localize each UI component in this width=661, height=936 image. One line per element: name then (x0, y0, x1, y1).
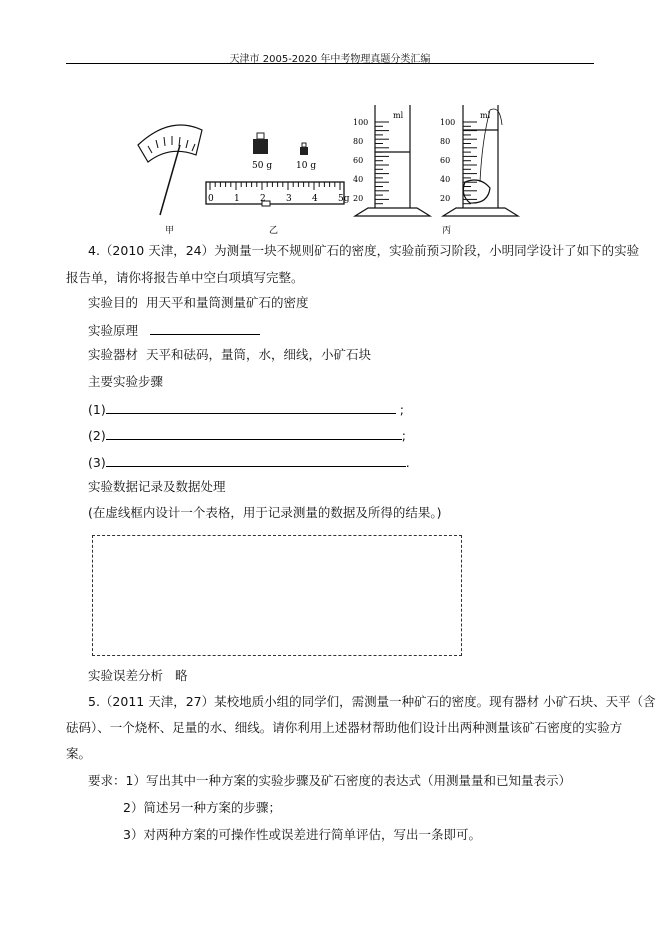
cylinder-tick-label: 60 (353, 156, 364, 165)
q4-materials (88, 347, 371, 363)
req-label: 要求： (88, 773, 126, 788)
unit-left: ml (393, 111, 404, 120)
pointer-needle (160, 145, 180, 215)
scale-tick-label: 2 (260, 194, 266, 204)
cylinder-tick-label: 20 (353, 194, 364, 203)
scale-tick-label: 0 (208, 194, 214, 204)
cylinder-tick-label: 100 (353, 118, 369, 127)
q5-req-2: 2）简述另一种方案的步骤； (123, 800, 281, 815)
weight-10g-label: 10 g (296, 161, 317, 171)
step-end: ; (401, 428, 406, 443)
weight-50g (253, 133, 268, 154)
q5-line2: 砝码）、一个烧杯、足量的水、细线。请你利用上述器材帮助他们设计出两种测量该矿石密度的实验方 (66, 720, 623, 735)
q5-line1: 5.（2011 天津，27）某校地质小组的同学们，需测量一种矿石的密度。现有器材 小矿石块、天平（含 (88, 694, 656, 709)
weight-50g-label: 50 g (252, 161, 273, 171)
purpose-text: 用天平和量筒测量矿石的密度 (145, 295, 309, 310)
q4-purpose (88, 295, 308, 311)
q4-steps-label: 主要实验步骤 (88, 374, 164, 389)
q5-req-1 (88, 773, 571, 789)
q4-principle (88, 322, 260, 339)
step-3 (88, 454, 410, 471)
step-number: (3) (88, 455, 106, 470)
scale-tick-label: 4 (312, 194, 318, 204)
cylinder-tick-label: 80 (440, 137, 451, 146)
principle-label: 实验原理 (88, 323, 139, 338)
step-1 (88, 401, 404, 418)
q4-data-hint: (在虚线框内设计一个表格，用于记录测量的数据及所得的结果。) (88, 505, 442, 520)
q5-line3: 案。 (66, 746, 92, 761)
q4-error (88, 668, 187, 684)
page-header: 天津市 2005-2020 年中考物理真题分类汇编 (229, 54, 431, 65)
q5-req-3: 3）对两种方案的可操作性或误差进行简单评估，写出一条即可。 (123, 827, 481, 842)
label-bing: 丙 (442, 226, 452, 235)
step-number: (1) (88, 402, 106, 417)
balance-dial (138, 125, 202, 215)
label-yi: 乙 (269, 226, 279, 235)
cylinder-tick-label: 40 (353, 175, 364, 184)
cylinder-tick-label: 80 (353, 137, 364, 146)
step-2 (88, 427, 406, 444)
cylinder-tick-label: 40 (440, 175, 451, 184)
scale-tick-label: 5g (338, 194, 350, 204)
purpose-label: 实验目的 (88, 295, 139, 310)
unit-right: ml (480, 111, 491, 120)
scale-tick-label: 3 (286, 194, 292, 204)
cylinder-tick-label: 100 (440, 118, 456, 127)
label-jia: 甲 (165, 226, 175, 235)
req-item: 1）写出其中一种方案的实验步骤及矿石密度的表达式（用测量量和已知量表示） (125, 773, 571, 788)
step-3-blank[interactable] (106, 454, 406, 467)
error-label: 实验误差分析 (88, 668, 164, 683)
weight-10g (300, 143, 308, 155)
cylinder-tick-label: 60 (440, 156, 451, 165)
error-text: 略 (174, 668, 188, 683)
scale-tick-label: 1 (234, 194, 240, 204)
table-design-box[interactable] (92, 535, 462, 656)
step-end: ; (399, 402, 404, 417)
materials-text: 天平和砝码，量筒，水，细线，小矿石块 (145, 347, 371, 362)
step-2-blank[interactable] (106, 427, 402, 440)
principle-blank[interactable] (150, 322, 260, 335)
q4-line2: 报告单，请你将报告单中空白项填写完整。 (66, 270, 304, 285)
step-number: (2) (88, 428, 106, 443)
materials-label: 实验器材 (88, 347, 139, 362)
rider-scale (206, 182, 344, 206)
q4-data-label: 实验数据记录及数据处理 (88, 479, 226, 494)
header-rule (66, 63, 594, 64)
experiment-figure (120, 100, 540, 235)
cylinder-tick-label: 20 (440, 194, 451, 203)
step-end: . (405, 455, 410, 470)
q4-line1: 4.（2010 天津，24）为测量一块不规则矿石的密度，实验前预习阶段，小明同学设计了如下的实验 (88, 243, 640, 258)
step-1-blank[interactable] (106, 401, 396, 414)
